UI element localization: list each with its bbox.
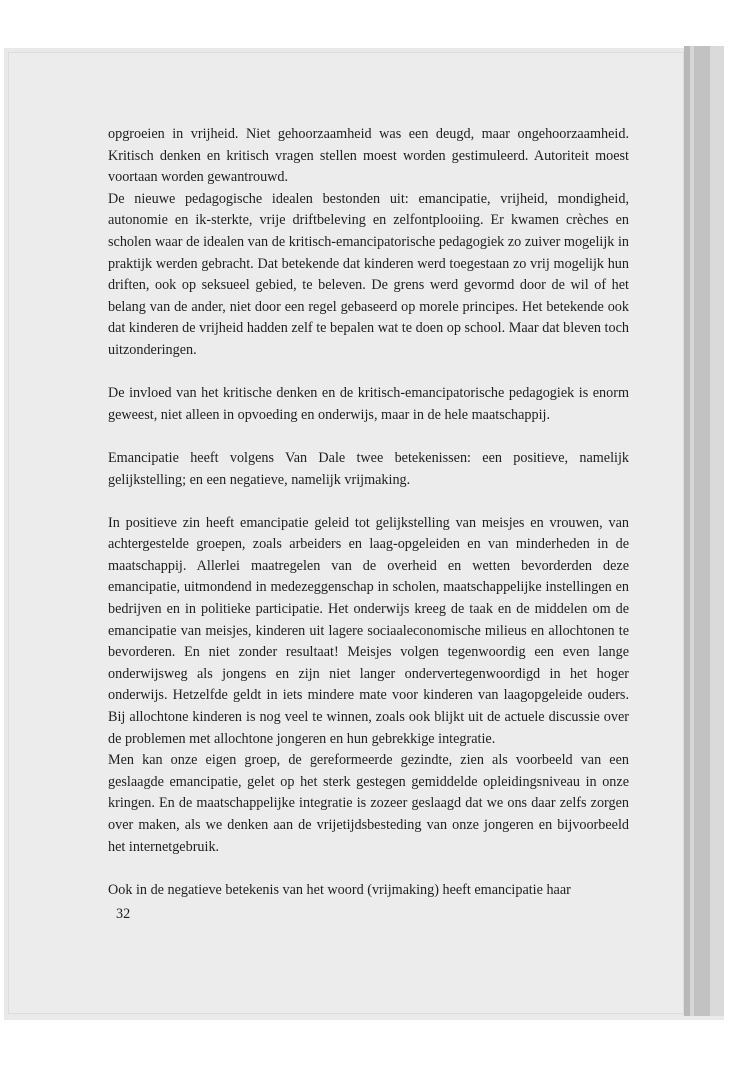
paragraph-6: Men kan onze eigen groep, de gereformeerde gezindte, zien als voorbeeld van een geslaagde emancipatie, gelet op het sterk gestegen gemiddelde opleidingsniveau in onze kringen. En de maatschappelijke integratie is zozeer geslaagd dat we ons daar zelfs zorgen over maken, als we denken aan de vrijetijdsbesteding van onze jongeren en bijvoorbeeld het internetgebruik. <box>108 752 629 855</box>
page-edge <box>694 46 710 1016</box>
body-text <box>108 124 629 901</box>
page-edge <box>710 46 724 1016</box>
page-number: 32 <box>116 906 131 922</box>
paragraph-1: opgroeien in vrijheid. Niet gehoorzaamheid was een deugd, maar ongehoorzaamheid. Kritisch denken en kritisch vragen stellen moest worden gestimuleerd. Autoriteit moest voortaan worden gewantrouwd. <box>108 126 629 186</box>
paragraph-4: Emancipatie heeft volgens Van Dale twee betekenissen: een positieve, namelijk gelijkstelling; en een negatieve, namelijk vrijmaking. <box>108 449 629 488</box>
paragraph-7: Ook in de negatieve betekenis van het woord (vrijmaking) heeft emancipatie haar <box>108 881 571 898</box>
paragraph-5: In positieve zin heeft emancipatie geleid tot gelijkstelling van meisjes en vrouwen, van achtergestelde groepen, zoals arbeiders en laag-opgeleiden en van minderheden in de maatschappij. Allerlei maatregelen van de overheid en wetten bevorderden deze emancipatie, uitmondend in medezeggenschap in scholen, maatschappelijke instellingen en bedrijven en in politieke participatie. Het onderwijs kreeg de taak en de middelen om de emancipatie van meisjes, kinderen uit lagere sociaaleconomische milieus en allochtonen te bevorderen. En niet zonder resultaat! Meisjes volgen tegenwoordig een even lange onderwijsweg als jongens en zijn niet langer ondervertegenwoordigd in het hoger onderwijs. Hetzelfde geldt in iets mindere mate voor kinderen van laagopgeleide ouders. Bij allochtone kinderen is nog veel te winnen, zoals ook blijkt uit de actuele discussie over de problemen met allochtone jongeren en hun gebrekkige integratie. <box>108 514 629 747</box>
paragraph-2: De nieuwe pedagogische idealen bestonden uit: emancipatie, vrijheid, mondigheid, autonomie en ik-sterkte, vrije driftbeleving en zelfontplooiing. Er kwamen crèches en scholen waar de idealen van de kritisch-emancipatorische pedagogiek zo zuiver mogelijk in praktijk werden gebracht. Dat betekende dat kinderen werd toegestaan zo vrij mogelijk hun driften, ook op seksueel gebied, te beleven. De grens werd gevormd door de wil of het belang van de ander, niet door een regel gebaseerd op morele principes. Het betekende ook dat kinderen de vrijheid hadden zelf te bepalen wat te doen op school. Maar dat bleven toch uitzonderingen. <box>108 190 629 358</box>
paragraph-3: De invloed van het kritische denken en de kritisch-emancipatorische pedagogiek is enorm geweest, niet alleen in opvoeding en onderwijs, maar in de hele maatschappij. <box>108 385 629 423</box>
